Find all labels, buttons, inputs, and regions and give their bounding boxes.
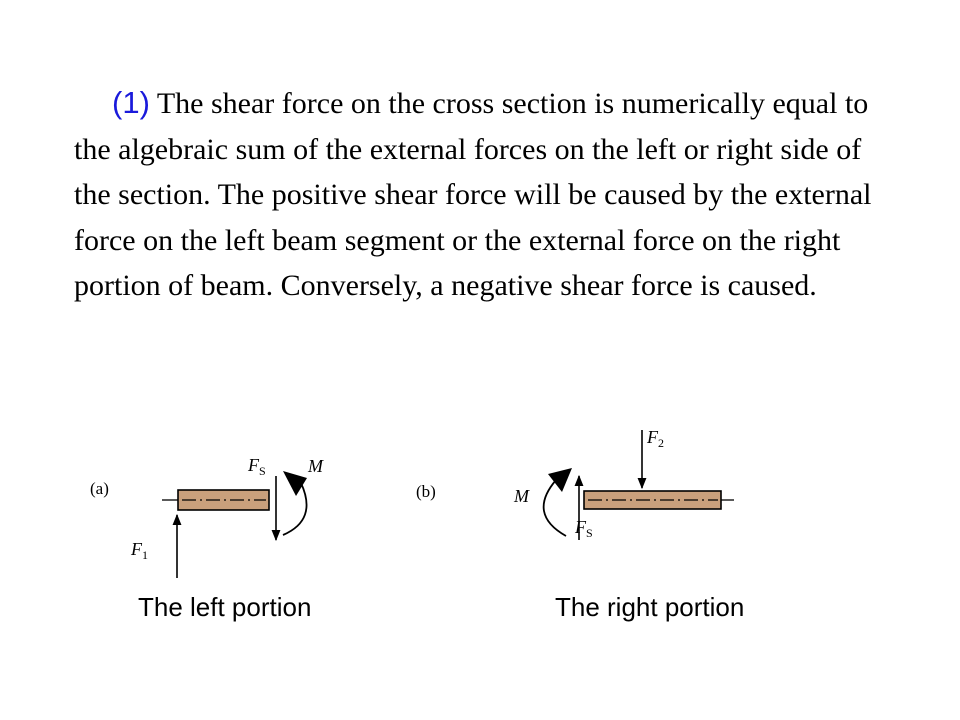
shear-force-label-right: $F_S$ [575, 517, 593, 540]
figure-left-portion [90, 455, 324, 578]
caption-right-portion: The right portion [555, 592, 745, 622]
figure-tag-b: (b) [416, 482, 436, 501]
shear-force-label-left: $F_S$ [248, 455, 266, 478]
force-f1-label: $F_1$ [131, 539, 148, 562]
moment-label-left: M [308, 456, 323, 476]
figure-right-portion [416, 427, 734, 540]
item-number: (1) [112, 85, 150, 120]
explanation-text: The shear force on the cross section is numerically equal to the algebraic sum of the external forces on the left or right side of the section. The positive shear force will be caused by the external force on the left beam segment or the external force on the right portion of beam. Conversely, a negative shear force is caused. [74, 87, 872, 302]
beam-segment-right [584, 491, 721, 509]
force-f2-label: $F_2$ [647, 427, 664, 450]
figure-tag-a: (a) [90, 479, 109, 498]
caption-left-portion: The left portion [138, 592, 312, 622]
moment-label-right: M [514, 486, 529, 506]
moment-arrowhead-left [283, 471, 307, 496]
moment-arrowhead-right [548, 468, 572, 492]
